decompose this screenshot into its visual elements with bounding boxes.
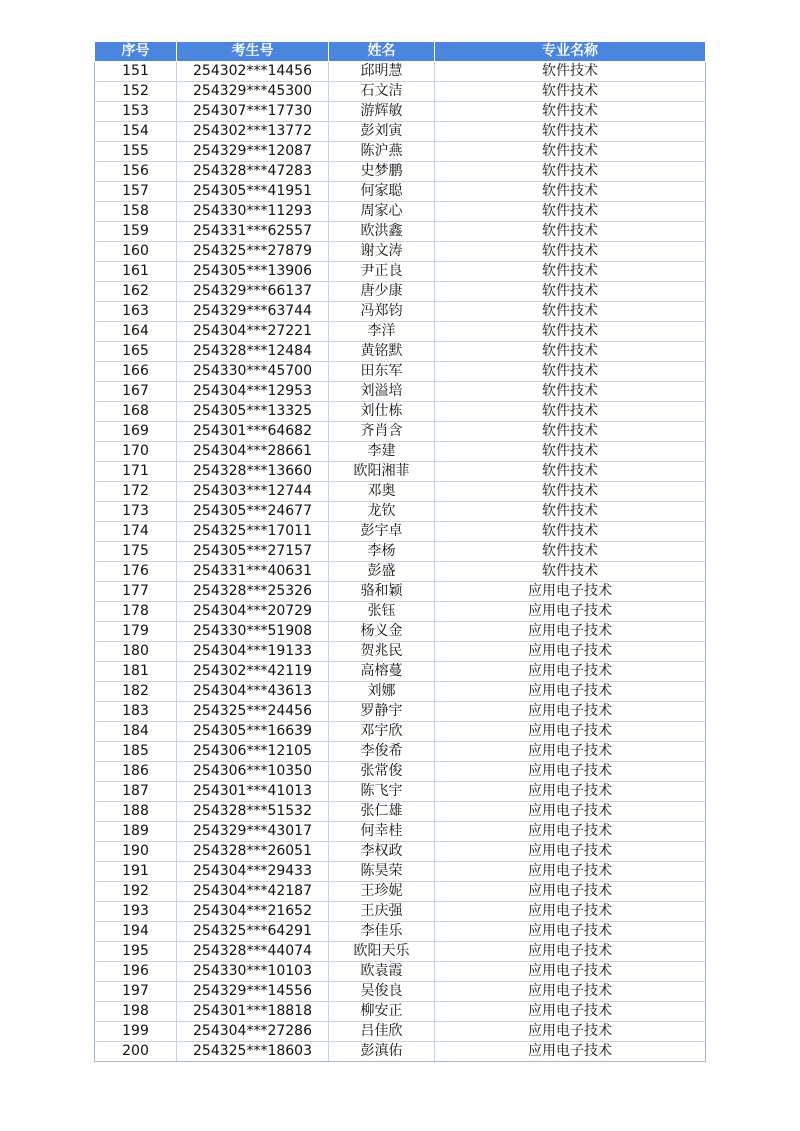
cell-exam-id: 254305***41951 <box>177 182 329 202</box>
cell-major: 应用电子技术 <box>435 682 706 702</box>
header-seq: 序号 <box>95 42 177 62</box>
cell-major: 软件技术 <box>435 502 706 522</box>
table-row <box>95 62 706 82</box>
cell-exam-id: 254330***10103 <box>177 962 329 982</box>
cell-exam-id: 254304***42187 <box>177 882 329 902</box>
cell-exam-id: 254325***27879 <box>177 242 329 262</box>
cell-seq: 176 <box>95 562 177 582</box>
cell-major: 应用电子技术 <box>435 982 706 1002</box>
cell-exam-id: 254329***45300 <box>177 82 329 102</box>
cell-seq: 175 <box>95 542 177 562</box>
cell-seq: 154 <box>95 122 177 142</box>
cell-major: 应用电子技术 <box>435 802 706 822</box>
cell-seq: 169 <box>95 422 177 442</box>
table-row <box>95 722 706 742</box>
cell-name: 彭宇卓 <box>329 522 435 542</box>
cell-name: 李俊希 <box>329 742 435 762</box>
header-name: 姓名 <box>329 42 435 62</box>
cell-seq: 198 <box>95 1002 177 1022</box>
cell-name: 欧阳天乐 <box>329 942 435 962</box>
cell-name: 欧袁霞 <box>329 962 435 982</box>
cell-major: 应用电子技术 <box>435 942 706 962</box>
table-row <box>95 562 706 582</box>
table-row <box>95 942 706 962</box>
cell-name: 吕佳欣 <box>329 1022 435 1042</box>
cell-name: 李洋 <box>329 322 435 342</box>
cell-seq: 171 <box>95 462 177 482</box>
cell-major: 软件技术 <box>435 362 706 382</box>
cell-exam-id: 254305***16639 <box>177 722 329 742</box>
cell-exam-id: 254328***25326 <box>177 582 329 602</box>
table-row <box>95 122 706 142</box>
cell-major: 应用电子技术 <box>435 702 706 722</box>
cell-seq: 157 <box>95 182 177 202</box>
cell-name: 尹正良 <box>329 262 435 282</box>
table-row <box>95 642 706 662</box>
cell-seq: 166 <box>95 362 177 382</box>
cell-seq: 164 <box>95 322 177 342</box>
cell-exam-id: 254329***43017 <box>177 822 329 842</box>
table-row <box>95 682 706 702</box>
cell-exam-id: 254325***18603 <box>177 1042 329 1062</box>
table-row <box>95 1022 706 1042</box>
cell-exam-id: 254330***45700 <box>177 362 329 382</box>
cell-name: 罗静宇 <box>329 702 435 722</box>
cell-name: 游辉敏 <box>329 102 435 122</box>
cell-exam-id: 254328***51532 <box>177 802 329 822</box>
table-row <box>95 362 706 382</box>
cell-name: 何家聪 <box>329 182 435 202</box>
cell-exam-id: 254329***66137 <box>177 282 329 302</box>
table-row <box>95 902 706 922</box>
table-body <box>95 62 706 1062</box>
cell-name: 张常俊 <box>329 762 435 782</box>
cell-major: 软件技术 <box>435 422 706 442</box>
cell-exam-id: 254329***63744 <box>177 302 329 322</box>
cell-name: 刘溢培 <box>329 382 435 402</box>
cell-exam-id: 254301***41013 <box>177 782 329 802</box>
cell-major: 软件技术 <box>435 382 706 402</box>
cell-seq: 159 <box>95 222 177 242</box>
cell-major: 软件技术 <box>435 62 706 82</box>
cell-seq: 200 <box>95 1042 177 1062</box>
cell-name: 邓宇欣 <box>329 722 435 742</box>
cell-major: 软件技术 <box>435 462 706 482</box>
cell-name: 刘仕栋 <box>329 402 435 422</box>
admission-list-sheet <box>94 41 705 1062</box>
cell-name: 张钰 <box>329 602 435 622</box>
cell-seq: 177 <box>95 582 177 602</box>
cell-major: 软件技术 <box>435 442 706 462</box>
cell-seq: 186 <box>95 762 177 782</box>
cell-name: 李权政 <box>329 842 435 862</box>
table-row <box>95 342 706 362</box>
cell-name: 李建 <box>329 442 435 462</box>
table-row <box>95 222 706 242</box>
table-header <box>95 42 706 62</box>
cell-name: 何幸桂 <box>329 822 435 842</box>
cell-exam-id: 254328***12484 <box>177 342 329 362</box>
table-row <box>95 582 706 602</box>
cell-seq: 180 <box>95 642 177 662</box>
cell-name: 田东军 <box>329 362 435 382</box>
cell-exam-id: 254328***44074 <box>177 942 329 962</box>
cell-name: 陈飞宇 <box>329 782 435 802</box>
cell-major: 应用电子技术 <box>435 882 706 902</box>
cell-major: 应用电子技术 <box>435 1042 706 1062</box>
cell-exam-id: 254331***62557 <box>177 222 329 242</box>
table-row <box>95 402 706 422</box>
cell-exam-id: 254328***47283 <box>177 162 329 182</box>
cell-exam-id: 254305***27157 <box>177 542 329 562</box>
cell-seq: 158 <box>95 202 177 222</box>
cell-major: 软件技术 <box>435 402 706 422</box>
cell-seq: 189 <box>95 822 177 842</box>
table-row <box>95 962 706 982</box>
cell-seq: 195 <box>95 942 177 962</box>
cell-name: 石文洁 <box>329 82 435 102</box>
table-row <box>95 382 706 402</box>
cell-seq: 165 <box>95 342 177 362</box>
cell-exam-id: 254330***11293 <box>177 202 329 222</box>
cell-seq: 178 <box>95 602 177 622</box>
table-row <box>95 802 706 822</box>
cell-major: 应用电子技术 <box>435 822 706 842</box>
cell-major: 应用电子技术 <box>435 602 706 622</box>
cell-major: 应用电子技术 <box>435 1002 706 1022</box>
cell-name: 欧洪鑫 <box>329 222 435 242</box>
cell-name: 柳安正 <box>329 1002 435 1022</box>
cell-seq: 182 <box>95 682 177 702</box>
cell-exam-id: 254305***13325 <box>177 402 329 422</box>
cell-major: 应用电子技术 <box>435 902 706 922</box>
cell-exam-id: 254305***24677 <box>177 502 329 522</box>
cell-major: 软件技术 <box>435 142 706 162</box>
cell-exam-id: 254302***13772 <box>177 122 329 142</box>
cell-major: 软件技术 <box>435 122 706 142</box>
table-row <box>95 442 706 462</box>
table-row <box>95 982 706 1002</box>
cell-exam-id: 254304***27286 <box>177 1022 329 1042</box>
cell-exam-id: 254302***14456 <box>177 62 329 82</box>
cell-exam-id: 254306***10350 <box>177 762 329 782</box>
cell-name: 李杨 <box>329 542 435 562</box>
cell-seq: 190 <box>95 842 177 862</box>
table-row <box>95 482 706 502</box>
cell-seq: 193 <box>95 902 177 922</box>
table-row <box>95 822 706 842</box>
cell-seq: 179 <box>95 622 177 642</box>
cell-seq: 187 <box>95 782 177 802</box>
table-row <box>95 1042 706 1062</box>
cell-exam-id: 254304***21652 <box>177 902 329 922</box>
cell-major: 软件技术 <box>435 182 706 202</box>
cell-exam-id: 254303***12744 <box>177 482 329 502</box>
cell-seq: 181 <box>95 662 177 682</box>
table-row <box>95 1002 706 1022</box>
cell-major: 应用电子技术 <box>435 922 706 942</box>
cell-major: 应用电子技术 <box>435 622 706 642</box>
table-row <box>95 102 706 122</box>
cell-name: 周家心 <box>329 202 435 222</box>
cell-exam-id: 254330***51908 <box>177 622 329 642</box>
cell-major: 应用电子技术 <box>435 722 706 742</box>
cell-exam-id: 254304***28661 <box>177 442 329 462</box>
cell-exam-id: 254304***20729 <box>177 602 329 622</box>
cell-major: 软件技术 <box>435 82 706 102</box>
cell-major: 应用电子技术 <box>435 782 706 802</box>
cell-seq: 156 <box>95 162 177 182</box>
cell-seq: 192 <box>95 882 177 902</box>
cell-name: 高榕蔓 <box>329 662 435 682</box>
admission-table <box>94 41 706 1062</box>
table-row <box>95 742 706 762</box>
cell-seq: 162 <box>95 282 177 302</box>
table-row <box>95 542 706 562</box>
cell-name: 谢文涛 <box>329 242 435 262</box>
cell-seq: 155 <box>95 142 177 162</box>
table-row <box>95 162 706 182</box>
cell-major: 软件技术 <box>435 562 706 582</box>
table-row <box>95 882 706 902</box>
table-row <box>95 302 706 322</box>
cell-major: 应用电子技术 <box>435 642 706 662</box>
cell-name: 陈昊荣 <box>329 862 435 882</box>
table-row <box>95 202 706 222</box>
cell-exam-id: 254328***13660 <box>177 462 329 482</box>
cell-seq: 188 <box>95 802 177 822</box>
cell-seq: 185 <box>95 742 177 762</box>
cell-major: 软件技术 <box>435 242 706 262</box>
table-row <box>95 422 706 442</box>
cell-exam-id: 254304***19133 <box>177 642 329 662</box>
cell-seq: 151 <box>95 62 177 82</box>
cell-major: 应用电子技术 <box>435 962 706 982</box>
cell-seq: 199 <box>95 1022 177 1042</box>
table-row <box>95 82 706 102</box>
cell-seq: 173 <box>95 502 177 522</box>
cell-exam-id: 254301***64682 <box>177 422 329 442</box>
cell-exam-id: 254329***14556 <box>177 982 329 1002</box>
cell-name: 王庆强 <box>329 902 435 922</box>
cell-exam-id: 254328***26051 <box>177 842 329 862</box>
cell-exam-id: 254301***18818 <box>177 1002 329 1022</box>
cell-major: 软件技术 <box>435 262 706 282</box>
cell-major: 软件技术 <box>435 202 706 222</box>
cell-major: 软件技术 <box>435 482 706 502</box>
cell-exam-id: 254325***17011 <box>177 522 329 542</box>
header-row <box>95 42 706 62</box>
cell-major: 应用电子技术 <box>435 582 706 602</box>
table-row <box>95 602 706 622</box>
cell-seq: 170 <box>95 442 177 462</box>
cell-major: 软件技术 <box>435 222 706 242</box>
cell-name: 邱明慧 <box>329 62 435 82</box>
cell-seq: 174 <box>95 522 177 542</box>
cell-name: 杨义金 <box>329 622 435 642</box>
table-row <box>95 842 706 862</box>
cell-seq: 197 <box>95 982 177 1002</box>
cell-major: 应用电子技术 <box>435 862 706 882</box>
cell-exam-id: 254331***40631 <box>177 562 329 582</box>
cell-name: 骆和颖 <box>329 582 435 602</box>
cell-seq: 194 <box>95 922 177 942</box>
table-row <box>95 182 706 202</box>
table-row <box>95 662 706 682</box>
cell-major: 软件技术 <box>435 102 706 122</box>
cell-name: 刘娜 <box>329 682 435 702</box>
cell-seq: 184 <box>95 722 177 742</box>
cell-seq: 161 <box>95 262 177 282</box>
cell-major: 软件技术 <box>435 322 706 342</box>
cell-exam-id: 254305***13906 <box>177 262 329 282</box>
table-row <box>95 242 706 262</box>
cell-exam-id: 254302***42119 <box>177 662 329 682</box>
table-row <box>95 782 706 802</box>
cell-seq: 168 <box>95 402 177 422</box>
table-row <box>95 922 706 942</box>
cell-exam-id: 254325***24456 <box>177 702 329 722</box>
cell-name: 欧阳湘菲 <box>329 462 435 482</box>
cell-name: 黄铭默 <box>329 342 435 362</box>
cell-name: 李佳乐 <box>329 922 435 942</box>
cell-seq: 152 <box>95 82 177 102</box>
cell-seq: 163 <box>95 302 177 322</box>
cell-name: 史梦鹏 <box>329 162 435 182</box>
cell-seq: 172 <box>95 482 177 502</box>
cell-major: 软件技术 <box>435 342 706 362</box>
cell-exam-id: 254304***43613 <box>177 682 329 702</box>
table-row <box>95 862 706 882</box>
cell-seq: 167 <box>95 382 177 402</box>
cell-major: 应用电子技术 <box>435 662 706 682</box>
table-row <box>95 522 706 542</box>
cell-name: 唐少康 <box>329 282 435 302</box>
cell-name: 邓奥 <box>329 482 435 502</box>
cell-name: 彭滇佑 <box>329 1042 435 1062</box>
cell-major: 软件技术 <box>435 162 706 182</box>
cell-seq: 153 <box>95 102 177 122</box>
table-row <box>95 262 706 282</box>
header-major: 专业名称 <box>435 42 706 62</box>
cell-exam-id: 254307***17730 <box>177 102 329 122</box>
table-row <box>95 702 706 722</box>
cell-name: 贺兆民 <box>329 642 435 662</box>
cell-name: 吴俊良 <box>329 982 435 1002</box>
cell-name: 冯郑钧 <box>329 302 435 322</box>
cell-name: 齐肖含 <box>329 422 435 442</box>
cell-seq: 183 <box>95 702 177 722</box>
cell-exam-id: 254325***64291 <box>177 922 329 942</box>
cell-major: 软件技术 <box>435 522 706 542</box>
cell-major: 应用电子技术 <box>435 842 706 862</box>
cell-seq: 160 <box>95 242 177 262</box>
cell-name: 彭刘寅 <box>329 122 435 142</box>
cell-seq: 196 <box>95 962 177 982</box>
cell-major: 软件技术 <box>435 542 706 562</box>
table-row <box>95 282 706 302</box>
table-row <box>95 502 706 522</box>
cell-major: 软件技术 <box>435 282 706 302</box>
cell-exam-id: 254304***27221 <box>177 322 329 342</box>
table-row <box>95 622 706 642</box>
cell-name: 王珍妮 <box>329 882 435 902</box>
cell-name: 彭盛 <box>329 562 435 582</box>
cell-name: 张仁雄 <box>329 802 435 822</box>
cell-major: 应用电子技术 <box>435 762 706 782</box>
cell-seq: 191 <box>95 862 177 882</box>
cell-exam-id: 254304***12953 <box>177 382 329 402</box>
cell-exam-id: 254329***12087 <box>177 142 329 162</box>
cell-name: 龙钦 <box>329 502 435 522</box>
table-row <box>95 462 706 482</box>
cell-major: 软件技术 <box>435 302 706 322</box>
cell-name: 陈沪燕 <box>329 142 435 162</box>
cell-exam-id: 254306***12105 <box>177 742 329 762</box>
table-row <box>95 322 706 342</box>
table-row <box>95 762 706 782</box>
table-row <box>95 142 706 162</box>
cell-major: 应用电子技术 <box>435 1022 706 1042</box>
header-exam-id: 考生号 <box>177 42 329 62</box>
cell-major: 应用电子技术 <box>435 742 706 762</box>
cell-exam-id: 254304***29433 <box>177 862 329 882</box>
